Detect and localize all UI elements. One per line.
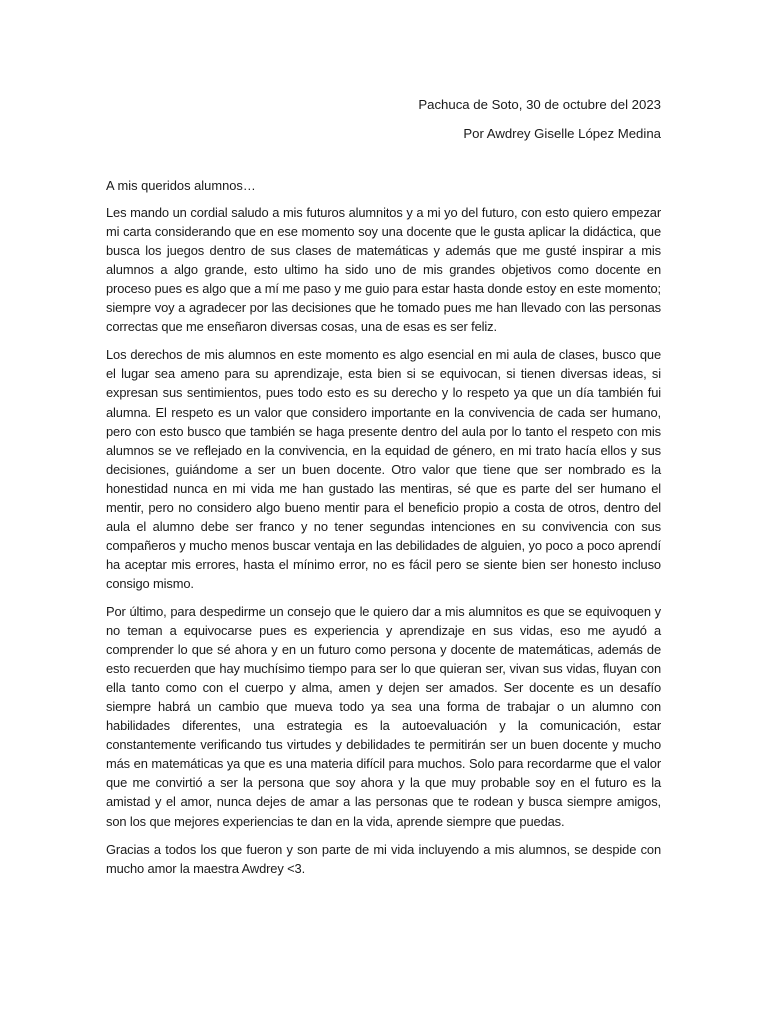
- paragraph-advice: Por último, para despedirme un consejo que le quiero dar a mis alumnitos es que se equivoquen y no teman a equivocarse pues es experiencia y aprendizaje en sus vidas, eso me ayudó a comprender lo que sé ahora y en un futuro como persona y docente de matemáticas, además de esto recuerden que hay muchísimo tiempo para ser lo que quieran ser, vivan sus vidas, fluyan con ella tanto como con el cuerpo y alma, amen y dejen ser amados. Ser docente es un desafío siempre habrá un cambio que mueva todo ya sea una forma de trabajar o un alumno con habilidades diferentes, una estrategia es la autoevaluación y la comunicación, estar constantemente verificando tus virtudes y debilidades te permitirán ser un buen docente y mucho más en matemáticas ya que es una materia difícil para muchos. Solo para recordarme que el valor que me convirtió a ser la persona que soy ahora y la que muy probable soy en el futuro es la amistad y el amor, nunca dejes de amar a las personas que te rodean y busca siempre amigos, son los que mejores experiencias te dan en la vida, aprende siempre que puedas.: [106, 603, 661, 829]
- place-date: Pachuca de Soto, 30 de octubre del 2023: [418, 97, 661, 112]
- author-line: Por Awdrey Giselle López Medina: [463, 126, 661, 141]
- greeting: A mis queridos alumnos…: [106, 178, 256, 193]
- letter-body: [106, 176, 661, 887]
- paragraph-farewell: Gracias a todos los que fueron y son parte de mi vida incluyendo a mis alumnos, se despide con mucho amor la maestra Awdrey <3.: [106, 841, 661, 876]
- paragraph-rights-values: Los derechos de mis alumnos en este momento es algo esencial en mi aula de clases, busco que el lugar sea ameno para su aprendizaje, esta bien si se equivocan, si tienen diversas ideas, si expresan sus sentimientos, pues todo esto es su derecho y lo respeto ya que un día también fui alumna. El respeto es un valor que considero importante en la convivencia de cada ser humano, pero con esto busco que también se haga presente dentro del aula por lo tanto el respeto con mis alumnos se ve reflejado en la convivencia, en la equidad de género, en mi trato hacía ellos y sus decisiones, guiándome a ser un buen docente. Otro valor que tiene que ser nombrado es la honestidad nunca en mi vida me han gustado las mentiras, sé que es parte del ser humano el mentir, pero no considero algo bueno mentir para el beneficio propio a costa de otros, dentro del aula el alumno debe ser franco y no tener segundas intenciones en su convivencia con sus compañeros y mucho menos buscar ventaja en las debilidades de alguien, yo poco a poco aprendí ha aceptar mis errores, hasta el mínimo error, no es fácil pero se siente bien ser honesto incluso consigo mismo.: [106, 347, 661, 591]
- paragraph-greeting-intro: Les mando un cordial saludo a mis futuros alumnitos y a mi yo del futuro, con esto quiero empezar mi carta considerando que en ese momento soy una docente que le gusta aplicar la didáctica, que busca los juegos dentro de sus clases de matemáticas y además que me gusté inspirar a mis alumnos a algo grande, esto ultimo ha sido uno de mis grandes objetivos como docente en proceso pues es algo que a mí me paso y me guio para estar hasta donde estoy en este momento; siempre voy a agradecer por las decisiones que he tomado pues me han llevado con las personas correctas que me enseñaron diversas cosas, una de esas es ser feliz.: [106, 205, 661, 335]
- letter-header: [418, 90, 661, 148]
